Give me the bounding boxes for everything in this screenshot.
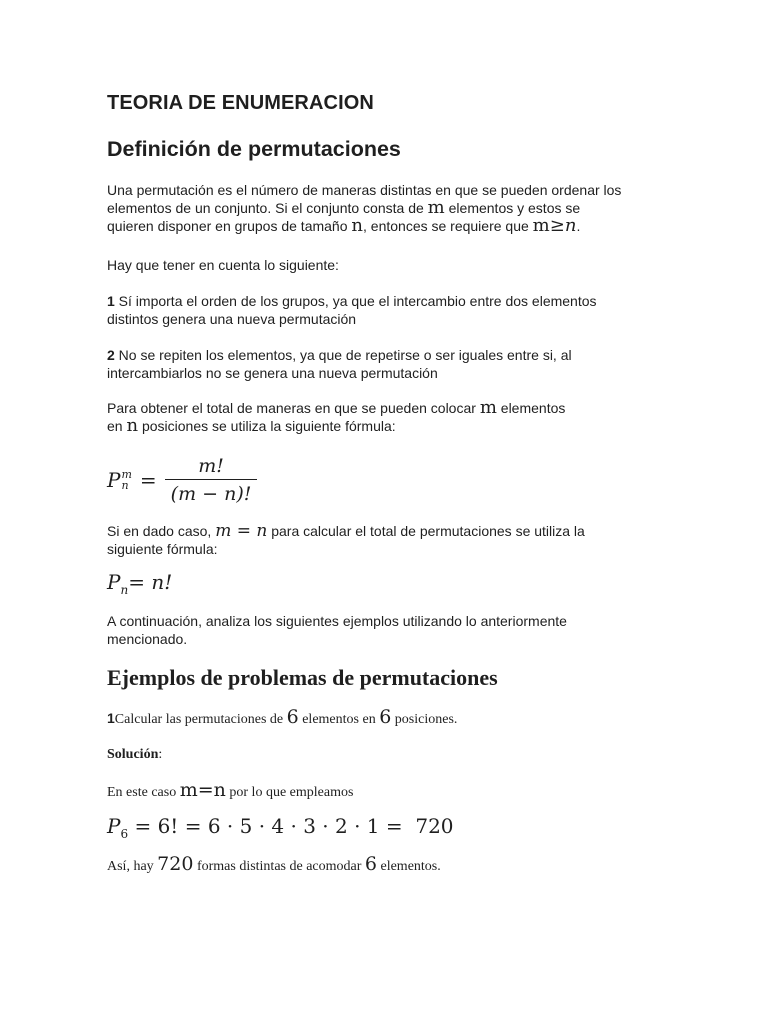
formula-intro-line-2a: en [107, 418, 127, 434]
example-1 [107, 708, 667, 729]
math-six-1: 6 [286, 706, 299, 728]
document-title: TEORIA DE ENUMERACION [107, 92, 374, 114]
math-m: m [427, 197, 445, 218]
rule-2-number: 2 [107, 347, 115, 363]
math-cond-geq: ≥ [549, 215, 565, 236]
special-case-a: Si en dado caso, [107, 523, 216, 539]
formula-equals: = [139, 468, 157, 492]
continuation-line-2: mencionado. [107, 631, 188, 647]
intro-line-3b: , entonces se requiere que [363, 218, 533, 234]
example-1-c: posiciones. [391, 712, 458, 727]
math-case-n: n [256, 521, 268, 541]
math-m-equals-n: m=n [179, 779, 226, 801]
intro-line-2a: elementos de un conjunto. Si el conjunto consta de [107, 200, 428, 216]
intro-paragraph [107, 181, 667, 235]
fraction-denominator: (m − n)! [165, 479, 258, 505]
intro-line-3a: quieren disponer en grupos de tamaño [107, 218, 352, 234]
formula-subscript: n [121, 479, 129, 492]
formula2-subscript: n [120, 583, 129, 597]
formula3-subscript: 6 [120, 827, 129, 841]
rule-2-line-1: No se repiten los elementos, ya que de repetirse o ser iguales entre si, al [114, 347, 572, 363]
formula-intro-line-1a: Para obtener el total de maneras en que se pueden colocar [107, 400, 480, 416]
case-text-b: por lo que empleamos [225, 785, 354, 800]
math-n: n [351, 215, 363, 236]
formula-indices [121, 469, 131, 491]
formula3-rest: = 6! = 6 · 5 · 4 · 3 · 2 · 1 = 720 [128, 814, 454, 838]
section-heading-examples: Ejemplos de problemas de permutaciones [107, 665, 498, 690]
solution-colon: : [158, 747, 163, 762]
rule-1-number: 1 [107, 293, 115, 309]
example-1-b: elementos en [298, 712, 380, 727]
formula-superscript: m [121, 468, 132, 481]
formula-intro-line-1b: elementos [496, 400, 566, 416]
math-case-m: m [215, 521, 232, 541]
conclusion-text [107, 855, 667, 876]
formula-fraction [165, 455, 258, 505]
case-text [107, 781, 667, 802]
math-cond-m: m [532, 215, 550, 236]
special-case-c: siguiente fórmula: [107, 541, 218, 557]
formula2-rest: = n! [128, 570, 173, 594]
continuation-line-1: A continuación, analiza los siguientes ejemplos utilizando lo anteriormente [107, 613, 567, 629]
math-case-eq: = [231, 521, 257, 541]
solution-label: Solución [107, 747, 159, 762]
math-m-2: m [479, 397, 497, 418]
conclusion-b: formas distintas de acomodar [193, 859, 365, 874]
rule-1-line-2: distintos genera una nueva permutación [107, 311, 357, 327]
formula-intro-line-2b: posiciones se utiliza la siguiente fórmula: [138, 418, 396, 434]
fraction-numerator: m! [198, 455, 224, 477]
math-six-2: 6 [379, 706, 392, 728]
rule-2 [107, 346, 667, 382]
math-n-2: n [126, 415, 139, 436]
intro-line-1: Una permutación es el número de maneras distintas en que se pueden ordenar los [107, 182, 622, 198]
continuation-text [107, 612, 667, 648]
conclusion-c: elementos. [376, 859, 441, 874]
permutation-formula [107, 450, 257, 510]
formula2-P: P [107, 570, 121, 594]
rule-1 [107, 292, 667, 328]
solution-heading [107, 746, 162, 764]
note-text: Hay que tener en cuenta lo siguiente: [107, 257, 339, 273]
intro-line-2b: elementos y estos se [444, 200, 581, 216]
factorial-formula [107, 570, 172, 600]
rule-2-line-2: intercambiarlos no se genera una nueva permutación [107, 365, 438, 381]
example-1-number: 1 [107, 710, 115, 726]
special-case-b: para calcular el total de permutaciones se utiliza la [267, 523, 585, 539]
example-formula [107, 814, 454, 844]
formula3-P: P [107, 814, 121, 838]
rule-1-line-1: Sí importa el orden de los grupos, ya que el intercambio entre dos elementos [114, 293, 597, 309]
formula-P: P [107, 468, 121, 492]
special-case-text [107, 522, 667, 558]
intro-period: . [576, 218, 581, 234]
math-six-3: 6 [364, 853, 377, 875]
math-720: 720 [157, 853, 194, 875]
formula-intro [107, 399, 667, 435]
case-text-a: En este caso [107, 785, 180, 800]
conclusion-a: Así, hay [107, 859, 158, 874]
section-heading-definition: Definición de permutaciones [107, 137, 401, 161]
math-cond-n: n [564, 215, 577, 236]
example-1-a: Calcular las permutaciones de [114, 712, 287, 727]
